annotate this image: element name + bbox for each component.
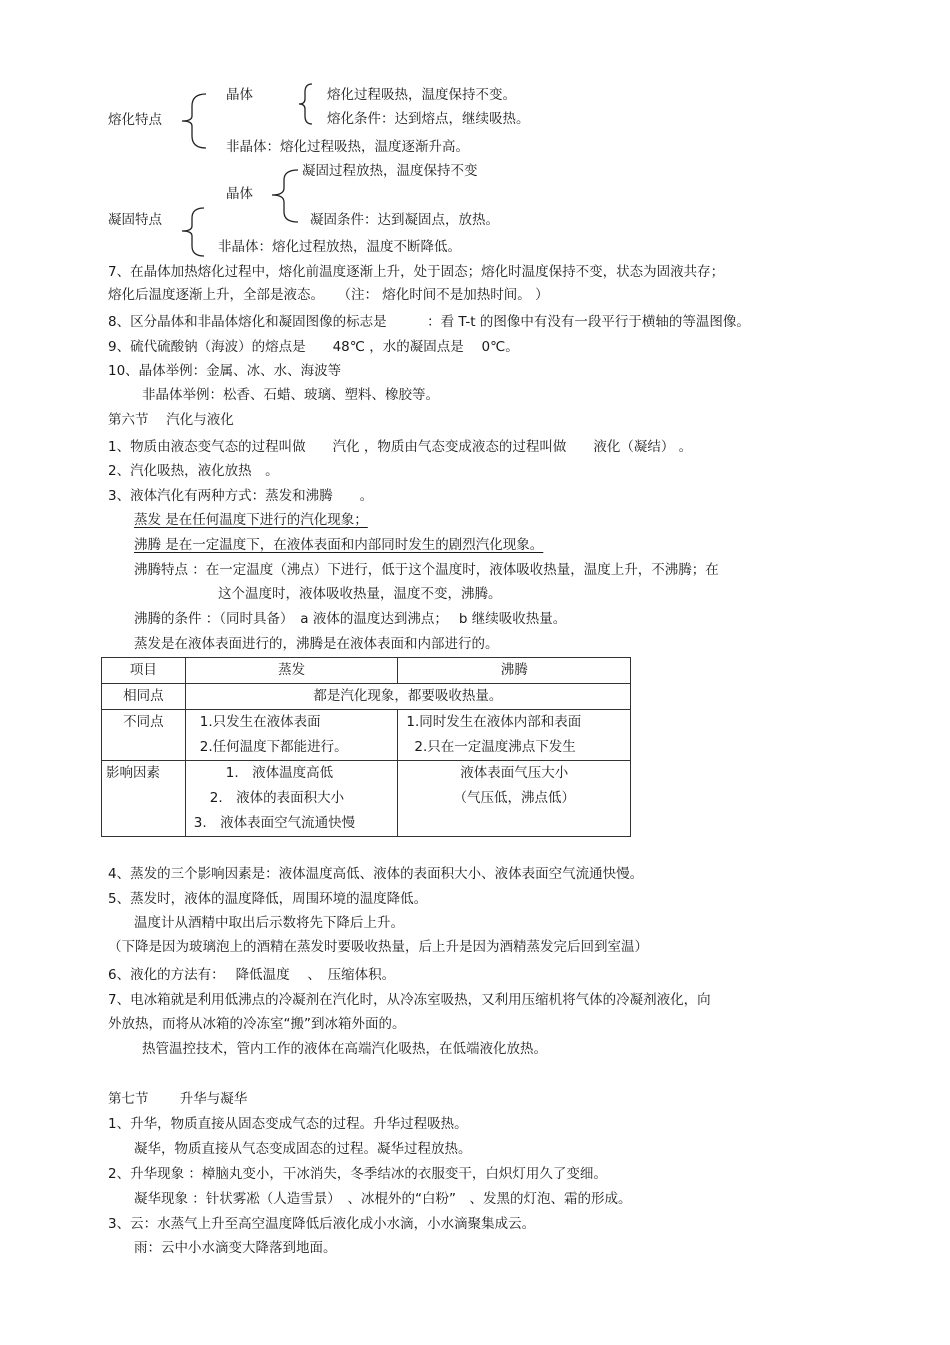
table-factor-boiling: 液体表面气压大小 （气压低，沸点低）: [398, 761, 631, 837]
s7-line-1a: 凝华，物质直接从气态变成固态的过程。凝华过程放热。: [134, 1141, 472, 1157]
melting-crystal-condition: 熔化条件：达到熔点，继续吸热。: [327, 111, 530, 127]
table-diff-evaporation: 1.只发生在液体表面 2.任何温度下都能进行。: [185, 710, 398, 761]
section-6-title: 第六节 汽化与液化: [108, 412, 234, 428]
s6-boiling-feature-1: 沸腾特点 ：在一定温度（沸点）下进行，低于这个温度时，液体吸收热量，温度上升，不沸腾；在: [134, 562, 719, 578]
melting-crystal-label: 晶体: [226, 87, 253, 103]
s6-boiling-def: 沸腾 是在一定温度下，在液体表面和内部同时发生的剧烈汽化现象。: [134, 537, 544, 553]
s6-line-5a: 温度计从酒精中取出后示数将先下降后上升。: [134, 915, 404, 931]
table-factor-evaporation: 1. 液体温度高低 2. 液体的表面积大小 3. 液体表面空气流通快慢: [185, 761, 398, 837]
s6-line-3: 3、液体汽化有两种方式：蒸发和沸腾 。: [108, 488, 374, 504]
s6-comparison-note: 蒸发是在液体表面进行的，沸腾是在液体表面和内部进行的。: [134, 636, 499, 652]
table-diff-boiling: 1.同时发生在液体内部和表面 2.只在一定温度沸点下发生: [398, 710, 631, 761]
evaporation-boiling-table: [101, 657, 631, 837]
table-header-evaporation: 蒸发: [185, 658, 398, 684]
s6-line-7b: 外放热，而将从冰箱的冷冻室“搬”到冰箱外面的。: [108, 1016, 406, 1032]
s6-line-6: 6、液化的方法有： 降低温度 、 压缩体积。: [108, 967, 396, 983]
table-same-label: 相同点: [102, 684, 186, 710]
melting-crystal-brace: [296, 82, 316, 126]
s7-line-3: 3、云：水蒸气上升至高空温度降低后液化成小水滴，小水滴聚集成云。: [108, 1216, 536, 1232]
item-8: 8、区分晶体和非晶体熔化和凝固图像的标志是 ：看 T-t 的图像中有没有一段平行于横轴的等温图像。: [108, 314, 750, 330]
item-7-line-1: 7、在晶体加热熔化过程中，熔化前温度逐渐上升，处于固态；熔化时温度保持不变，状态为固液共存；: [108, 264, 725, 280]
table-header-boiling: 沸腾: [398, 658, 631, 684]
s6-line-5: 5、蒸发时，液体的温度降低，周围环境的温度降低。: [108, 891, 428, 907]
table-diff-label: 不同点: [102, 710, 186, 761]
s6-boiling-condition: 沸腾的条件 ：（同时具备） a 液体的温度达到沸点； b 继续吸收热量。: [134, 611, 567, 627]
s6-line-2: 2、汽化吸热，液化放热 。: [108, 463, 279, 479]
table-factor-label: 影响因素: [102, 761, 186, 837]
item-10-line-2: 非晶体举例：松香、石蜡、玻璃、塑料、橡胶等。: [142, 387, 439, 403]
table-header-row: [102, 658, 631, 684]
solidify-noncrystal: 非晶体：熔化过程放热，温度不断降低。: [218, 239, 461, 255]
s7-line-2: 2、升华现象 ：樟脑丸变小，干冰消失，冬季结冰的衣服变干，白炽灯用久了变细。: [108, 1166, 607, 1182]
s6-line-7c: 热管温控技术，管内工作的液体在高端汽化吸热，在低端液化放热。: [142, 1041, 547, 1057]
table-row-diff: [102, 710, 631, 761]
s6-boiling-feature-2: 这个温度时，液体吸收热量，温度不变，沸腾。: [218, 586, 502, 602]
melting-outer-brace: [176, 92, 210, 150]
table-row-same: [102, 684, 631, 710]
table-row-factors: [102, 761, 631, 837]
item-9: 9、硫代硫酸钠（海波）的熔点是 48℃ ，水的凝固点是 0℃。: [108, 339, 519, 355]
s7-line-3a: 雨：云中小水滴变大降落到地面。: [134, 1240, 337, 1256]
s6-line-5b: （下降是因为玻璃泡上的酒精在蒸发时要吸收热量，后上升是因为酒精蒸发完后回到室温）: [108, 939, 648, 955]
solidify-crystal-condition: 凝固条件：达到凝固点，放热。: [310, 212, 499, 228]
solidify-outer-brace: [176, 206, 208, 258]
s7-line-2a: 凝华现象 ：针状雾凇（人造雪景） 、冰棍外的“白粉” 、发黑的灯泡、霜的形成。: [134, 1191, 632, 1207]
melting-noncrystal: 非晶体：熔化过程吸热，温度逐渐升高。: [226, 139, 469, 155]
s6-line-7a: 7、电冰箱就是利用低沸点的冷凝剂在汽化时，从冷冻室吸热，又利用压缩机将气体的冷凝剂液化，向: [108, 992, 711, 1008]
solidify-crystal-brace: [264, 168, 300, 224]
solidify-crystal-process: 凝固过程放热，温度保持不变: [302, 163, 478, 179]
item-7-line-2: 熔化后温度逐渐上升，全部是液态。 （注： 熔化时间不是加热时间。 ）: [108, 287, 549, 303]
s6-line-4: 4、蒸发的三个影响因素是：液体温度高低、液体的表面积大小、液体表面空气流通快慢。: [108, 866, 644, 882]
solidify-label: 凝固特点: [108, 212, 162, 228]
table-header-item: 项目: [102, 658, 186, 684]
melting-crystal-process: 熔化过程吸热，温度保持不变。: [327, 87, 516, 103]
melting-label: 熔化特点: [108, 112, 162, 128]
solidify-crystal-label: 晶体: [226, 186, 253, 202]
section-7-title: 第七节 升华与凝华: [108, 1091, 248, 1107]
table-same-text: 都是汽化现象，都要吸收热量。: [185, 684, 630, 710]
s6-line-1: 1、物质由液态变气态的过程叫做 汽化 ，物质由气态变成液态的过程叫做 液化（凝结） 。: [108, 439, 693, 455]
s6-evaporation-def: 蒸发 是在任何温度下进行的汽化现象；: [134, 512, 368, 528]
item-10-line-1: 10、晶体举例：金属、冰、水、海波等: [108, 363, 342, 379]
s7-line-1: 1、升华，物质直接从固态变成气态的过程。升华过程吸热。: [108, 1116, 468, 1132]
